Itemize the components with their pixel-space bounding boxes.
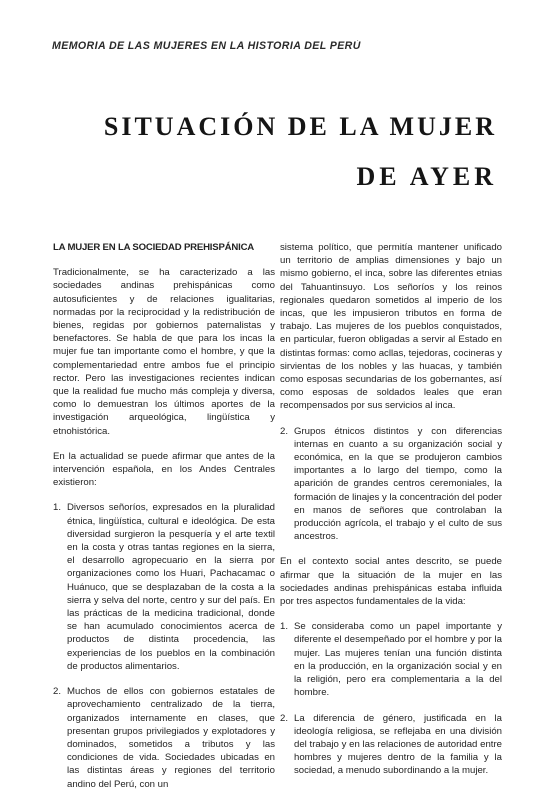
left-column bbox=[53, 241, 275, 789]
list-item-text: La diferencia de género, justificada en la ideología religiosa, se reflejaba en una división del trabajo y en las relaciones de autoridad entre hombres y mujeres dentro de la familia y la sociedad, a menudo subordinando a la mujer. bbox=[294, 712, 502, 777]
list-item-number: 2. bbox=[280, 712, 289, 724]
list-item-number: 2. bbox=[53, 686, 62, 698]
right-paragraph-3: En el contexto social antes descrito, se puede afirmar que la situación de la mujer en las sociedades andinas prehispánicas estaba influida por tres aspectos fundamentales de la vida: bbox=[280, 556, 502, 608]
list-item-text: Diversos señoríos, expresados en la pluralidad étnica, lingüística, cultural e ideológica. De esta diversidad surgieron la pesquería y el arte textil en la costa y otras tantas regiones en la sierra, el desarrollo agropecuario en la sierra por organizaciones como los Huari, Pachacamac o Huánuco, que se desplazaban de la costa a la sierra y selva del norte, centro y sur del país. En las prácticas de la medicina tradicional, donde se han acumulado conocimientos acerca de productos de distinta procedencia, las experiencias de los pueblos en la combinación de productos alimentarios. bbox=[67, 502, 275, 672]
list-item bbox=[280, 620, 502, 699]
list-item-text: Se consideraba como un papel importante y diferente el desempeñado por el hombre y por la mujer. Las mujeres tenían una función distinta en la producción, en la organización social y en la religión, pero era complementaria a la del hombre. bbox=[294, 621, 502, 699]
list-item-text: Muchos de ellos con gobiernos estatales de aprovechamiento centralizado de la tierra, organizados internamente en clases, que presentan grupos privilegiados y explotadores y dominados, sometidos a tributos y las condiciones de vida. Sociedades ubicadas en las distintas áreas y regiones del territorio andino del Perú, con un bbox=[67, 686, 275, 789]
list-item bbox=[280, 425, 502, 544]
left-paragraph-2: En la actualidad se puede afirmar que antes de la intervención española, en los Andes Centrales existieron: bbox=[53, 450, 275, 489]
list-item-number: 1. bbox=[53, 502, 62, 514]
page-title-line-2: DE AYER bbox=[356, 162, 497, 191]
list-item bbox=[53, 685, 275, 789]
section-heading: LA MUJER EN LA SOCIEDAD PREHISPÁNICA bbox=[53, 242, 255, 253]
list-item bbox=[280, 712, 502, 778]
list-item-number: 2. bbox=[280, 425, 289, 437]
right-paragraph-1: sistema político, que permitía mantener unificado un territorio de amplias dimensiones y bajo un mismo gobierno, el inca, sobre las diferentes etnias del Tahuantinsuyo. Los señoríos y los reinos regionales quedaron sometidos al imperio de los incas, que les impusieron tributos en forma de trabajo. Las mujeres de los pueblos conquistados, en particular, fueron obligadas a servir al Estado en distintas formas: como acllas, tejedoras, cocineras y sirvientas de los nobles y las huacas, y también como esposas secundarias de los gobernantes, así como esposas de soldados leales que eran recompensados por sus servicios al inca. bbox=[280, 242, 502, 412]
right-column bbox=[280, 241, 502, 789]
list-item-number: 1. bbox=[280, 621, 289, 633]
page-title-line-1: SITUACIÓN DE LA MUJER bbox=[103, 112, 497, 141]
running-head: MEMORIA DE LAS MUJERES EN LA HISTORIA DEL PERÚ bbox=[52, 40, 361, 52]
list-item-text: Grupos étnicos distintos y con diferencias internas en cuanto a su organización social y económica, en la que se produjeron cambios importantes a lo largo del tiempo, como la aparición de grandes centros ceremoniales, la formación de linajes y la concentración del poder en manos de señores que controlaban la producción agrícola, el trabajo y el culto de sus ancestros. bbox=[294, 425, 502, 543]
list-item bbox=[53, 501, 275, 673]
left-intro-paragraph: Tradicionalmente, se ha caracterizado a las sociedades andinas prehispánicas como autosuficientes y de relaciones igualitarias, normadas por la reciprocidad y la redistribución de bienes, regidas por gobiernos paternalistas y benefactores. Se habla de que para los incas la mujer fue tan importante como el hombre, y que la complementariedad entre ambos fue el principio rector. Pero las investigaciones recientes indican que la realidad fue mucho más compleja y diversa, como lo demuestran los últimos aportes de la investigación arqueológica, lingüística y etnohistórica. bbox=[53, 267, 275, 437]
